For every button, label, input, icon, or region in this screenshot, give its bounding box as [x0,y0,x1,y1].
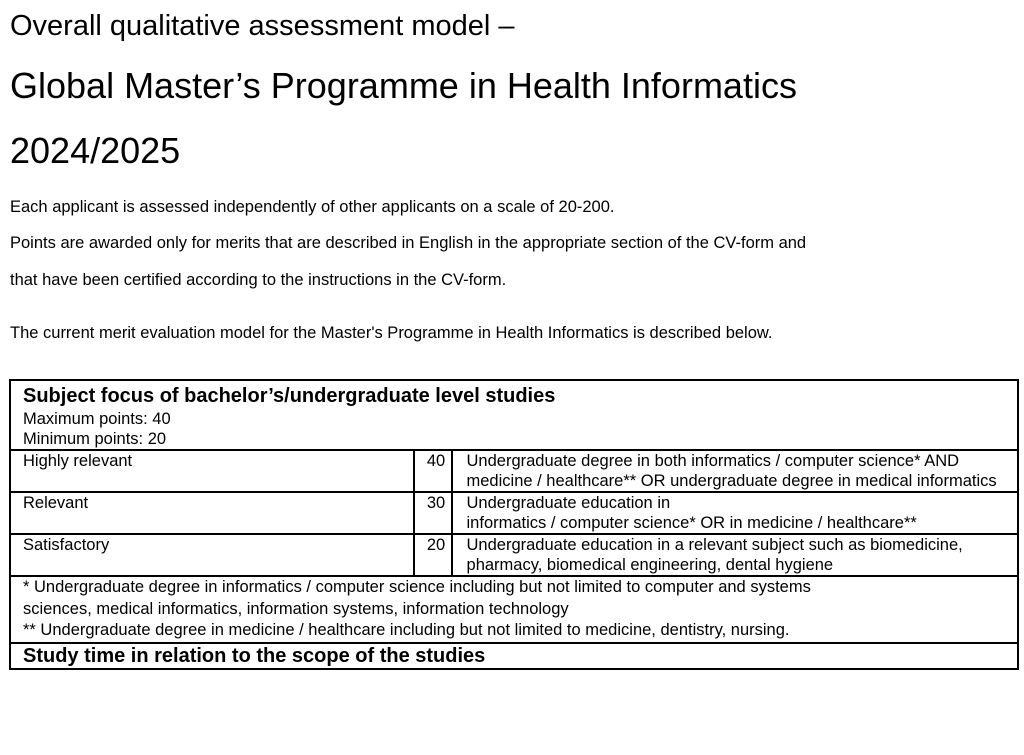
footnote-row [10,576,1018,643]
table-header-cell [10,380,1018,450]
table-title: Subject focus of bachelor’s/undergraduate level studies [23,385,556,407]
level-cell: Relevant [10,492,414,534]
level-cell: Highly relevant [10,450,414,492]
intro-paragraph-points-line2: that have been certified according to the instructions in the CV-form. [10,271,507,289]
footnote-line-2: sciences, medical informatics, information systems, information technology [23,599,569,618]
footnote-line-3: ** Undergraduate degree in medicine / healthcare including but not limited to medicine, dentistry, nursing. [23,621,790,639]
table-header-row [10,380,1018,450]
intro-paragraph-points-line1: Points are awarded only for merits that are described in English in the appropriate section of the CV-form and [10,234,807,252]
description-line-1: Undergraduate education in [466,494,671,512]
description-cell: Undergraduate education in a relevant subject such as biomedicine, pharmacy, biomedical engineering, dental hygiene [452,534,1018,576]
intro-paragraph-model: The current merit evaluation model for the Master's Programme in Health Informatics is described below. [10,324,773,342]
intro-paragraph-scale: Each applicant is assessed independently of other applicants on a scale of 20-200. [10,198,615,216]
next-section-row [10,643,1018,669]
next-section-title: Study time in relation to the scope of the studies [23,644,486,667]
merit-table [9,379,1019,670]
next-section-cell [10,643,1018,669]
title-line-3: 2024/2025 [10,130,181,171]
max-points-label: Maximum points: 40 [23,410,171,428]
points-cell: 20 [414,534,452,576]
table-row [10,450,1018,492]
table-row [10,534,1018,576]
footnote-line-1: * Undergraduate degree in informatics / computer science including but not limited to computer and systems [23,578,811,596]
table-row [10,492,1018,534]
points-cell: 40 [414,450,452,492]
title-line-1: Overall qualitative assessment model – [10,10,515,42]
points-cell: 30 [414,492,452,534]
description-line-2: informatics / computer science* OR in medicine / healthcare** [466,514,917,532]
level-cell: Satisfactory [10,534,414,576]
min-points-label: Minimum points: 20 [23,430,167,448]
footnote-cell [10,576,1018,643]
description-cell: Undergraduate degree in both informatics / computer science* AND medicine / healthcare** OR undergraduate degree in medical informatics [452,450,1018,492]
title-line-2: Global Master’s Programme in Health Informatics [10,65,797,106]
description-cell [452,492,1018,534]
